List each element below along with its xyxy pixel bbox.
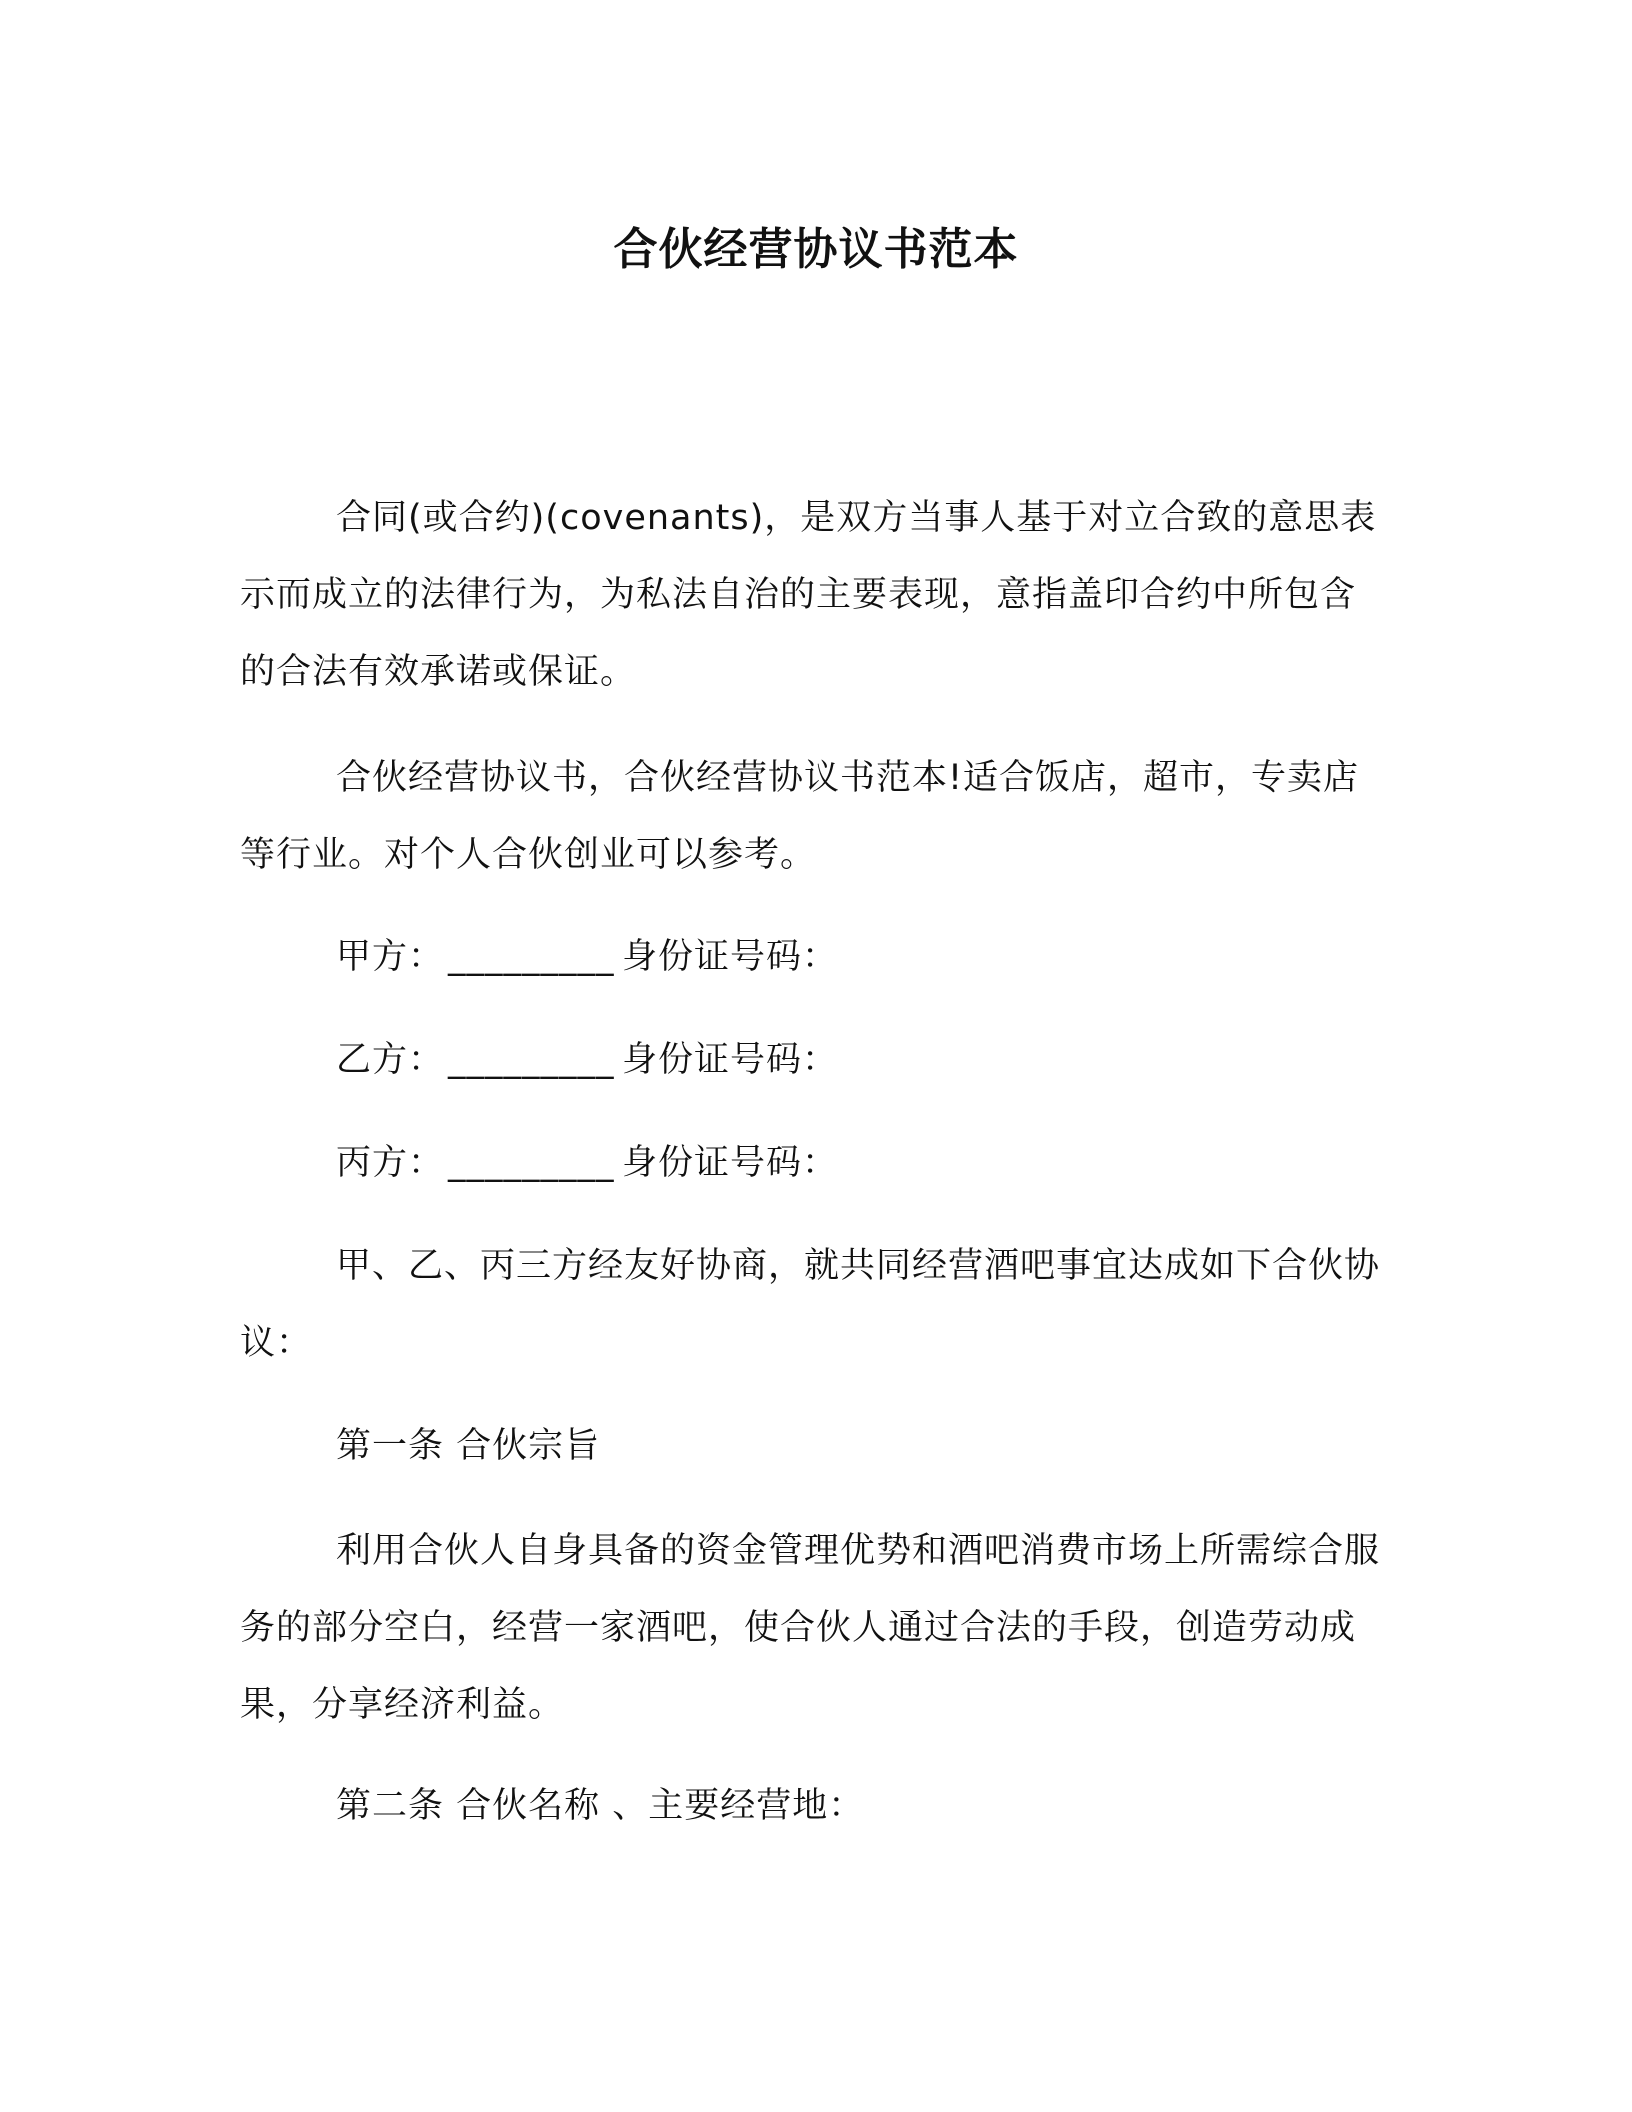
party-b-label: 乙方： xyxy=(336,1040,445,1080)
party-c-line xyxy=(336,1139,838,1187)
usage-paragraph: 合伙经营协议书，合伙经营协议书范本!适合饭店，超市，专卖店等行业。对个人合伙创业可以参考。 xyxy=(240,758,1360,875)
party-b-id-label: 身份证号码： xyxy=(622,1040,839,1080)
party-c-id-label: 身份证号码： xyxy=(622,1143,839,1183)
article-2-heading: 第二条 合伙名称 、主要经营地： xyxy=(336,1786,865,1826)
document-title: 合伙经营协议书范本 xyxy=(613,224,1019,275)
party-c-label: 丙方： xyxy=(336,1143,445,1183)
party-a-line xyxy=(336,933,838,981)
party-b-line xyxy=(336,1036,838,1084)
article-1-heading: 第一条 合伙宗旨 xyxy=(336,1426,601,1466)
party-b-blank: _________ xyxy=(448,1040,615,1080)
party-a-label: 甲方： xyxy=(336,937,445,977)
article-1-body: 利用合伙人自身具备的资金管理优势和酒吧消费市场上所需综合服务的部分空白，经营一家酒吧，使合伙人通过合法的手段，创造劳动成果，分享经济利益。 xyxy=(240,1531,1381,1725)
intro-paragraph: 合同(或合约)(covenants)，是双方当事人基于对立合致的意思表示而成立的法律行为，为私法自治的主要表现，意指盖印合约中所包含的合法有效承诺或保证。 xyxy=(240,498,1377,692)
party-c-blank: _________ xyxy=(448,1143,615,1183)
agreement-paragraph: 甲、乙、丙三方经友好协商，就共同经营酒吧事宜达成如下合伙协议： xyxy=(240,1246,1381,1363)
party-a-id-label: 身份证号码： xyxy=(622,937,839,977)
party-a-blank: _________ xyxy=(448,937,615,977)
